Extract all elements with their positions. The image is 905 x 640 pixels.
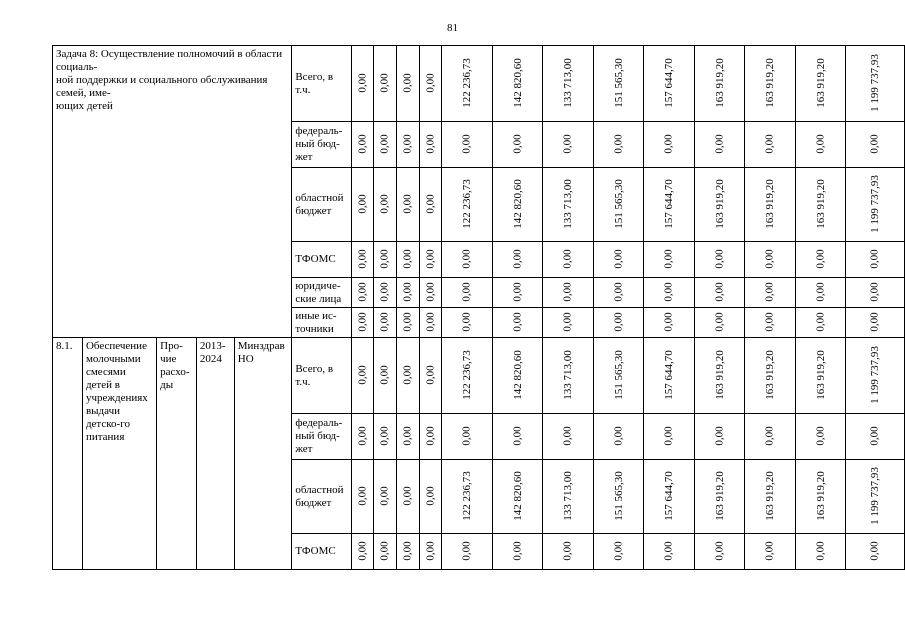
value-cell [442,168,493,242]
value-cell [351,308,374,338]
value-cell [694,122,745,168]
value-cell [396,338,419,414]
value-cell [644,168,695,242]
value-cell [492,414,543,460]
page-number: 81 [447,22,458,34]
value-cell [543,414,594,460]
value-text: 0,00 [662,282,675,302]
value-cell [543,460,594,534]
value-text: 122 236,73 [460,58,473,108]
value-text: 163 919,20 [713,471,726,521]
value-text: 0,00 [869,134,882,154]
value-cell [396,414,419,460]
value-cell [419,278,442,308]
value-cell [492,308,543,338]
value-cell [374,534,397,570]
value-text: 0,00 [356,365,369,385]
value-cell [543,122,594,168]
value-cell [593,122,644,168]
value-text: 142 820,60 [511,179,524,229]
value-cell [694,308,745,338]
value-text: 157 644,70 [662,350,675,400]
value-cell [795,534,846,570]
value-cell [644,242,695,278]
value-text: 0,00 [713,282,726,302]
value-text: 0,00 [424,194,437,214]
value-text: 0,00 [763,134,776,154]
value-text: 133 713,00 [561,471,574,521]
value-text: 0,00 [763,282,776,302]
value-cell [694,242,745,278]
value-cell [593,414,644,460]
value-text: 142 820,60 [511,471,524,521]
value-cell [795,414,846,460]
value-cell [492,534,543,570]
value-cell [745,534,796,570]
value-cell [442,242,493,278]
value-cell [694,534,745,570]
value-cell [694,338,745,414]
item-number: 8.1. [53,338,83,570]
funding-source: юридиче-ские лица [292,278,351,308]
value-text: 0,00 [662,134,675,154]
value-cell [351,46,374,122]
value-text: 1 199 737,93 [869,467,882,525]
value-cell [846,122,905,168]
value-text: 163 919,20 [763,179,776,229]
value-text: 0,00 [379,134,392,154]
value-cell [492,122,543,168]
value-cell [396,46,419,122]
item81-section [53,338,905,570]
value-text: 0,00 [424,486,437,506]
funding-source: федераль-ный бюд-жет [292,414,351,460]
value-text: 0,00 [460,134,473,154]
value-text: 0,00 [511,426,524,446]
value-cell [442,308,493,338]
value-text: 0,00 [612,312,625,332]
funding-table [52,45,905,570]
value-cell [419,414,442,460]
value-text: 151 565,30 [612,58,625,108]
item-name: Обеспечение молочными смесями детей в учреждениях выдачи детско-го питания [82,338,156,570]
value-cell [374,278,397,308]
value-text: 0,00 [356,312,369,332]
value-text: 163 919,20 [713,179,726,229]
value-text: 0,00 [401,365,414,385]
value-cell [374,242,397,278]
value-text: 0,00 [379,426,392,446]
value-text: 133 713,00 [561,350,574,400]
value-cell [644,278,695,308]
value-cell [419,534,442,570]
value-text: 0,00 [763,426,776,446]
value-text: 0,00 [424,541,437,561]
value-cell [593,534,644,570]
value-text: 0,00 [460,282,473,302]
value-cell [419,308,442,338]
funding-source: Всего, в т.ч. [292,338,351,414]
value-cell [396,122,419,168]
value-cell [846,338,905,414]
period: 2013-2024 [196,338,234,570]
value-text: 0,00 [379,249,392,269]
value-cell [492,278,543,308]
value-text: 0,00 [561,249,574,269]
value-text: 0,00 [424,134,437,154]
value-cell [644,308,695,338]
task8-section [53,46,905,338]
value-cell [351,122,374,168]
value-cell [795,308,846,338]
value-text: 163 919,20 [763,350,776,400]
value-cell [543,242,594,278]
value-text: 0,00 [814,426,827,446]
value-text: 0,00 [511,134,524,154]
value-cell [745,414,796,460]
value-text: 0,00 [401,486,414,506]
value-text: 0,00 [713,541,726,561]
value-text: 163 919,20 [814,471,827,521]
value-text: 0,00 [814,541,827,561]
value-text: 0,00 [713,426,726,446]
value-cell [419,46,442,122]
value-text: 0,00 [401,249,414,269]
value-text: 0,00 [460,541,473,561]
value-text: 163 919,20 [713,350,726,400]
value-text: 142 820,60 [511,58,524,108]
table-row [53,338,905,414]
value-text: 133 713,00 [561,58,574,108]
value-text: 0,00 [763,541,776,561]
value-text: 0,00 [561,426,574,446]
funding-source: областной бюджет [292,168,351,242]
value-cell [442,414,493,460]
value-cell [694,414,745,460]
value-text: 122 236,73 [460,471,473,521]
value-text: 0,00 [424,365,437,385]
value-text: 163 919,20 [713,58,726,108]
value-text: 0,00 [424,249,437,269]
value-text: 0,00 [424,282,437,302]
value-cell [846,308,905,338]
value-cell [644,534,695,570]
value-text: 0,00 [662,312,675,332]
value-text: 0,00 [401,73,414,93]
value-text: 163 919,20 [763,471,776,521]
value-cell [492,46,543,122]
value-cell [419,242,442,278]
value-cell [795,122,846,168]
value-text: 0,00 [401,282,414,302]
value-text: 0,00 [460,426,473,446]
value-cell [351,534,374,570]
value-text: 0,00 [356,486,369,506]
value-cell [593,460,644,534]
value-text: 0,00 [561,134,574,154]
value-text: 0,00 [401,426,414,446]
value-text: 0,00 [612,426,625,446]
value-cell [396,308,419,338]
value-cell [419,122,442,168]
funding-source: Всего, в т.ч. [292,46,351,122]
value-cell [846,46,905,122]
table-row [53,46,905,122]
value-cell [396,460,419,534]
value-text: 0,00 [401,194,414,214]
value-text: 151 565,30 [612,179,625,229]
value-text: 0,00 [814,312,827,332]
value-cell [644,122,695,168]
value-cell [374,122,397,168]
value-cell [846,168,905,242]
value-cell [694,278,745,308]
value-text: 0,00 [561,312,574,332]
value-cell [351,278,374,308]
value-text: 0,00 [561,541,574,561]
value-cell [846,460,905,534]
value-cell [543,46,594,122]
value-text: 1 199 737,93 [869,346,882,404]
value-text: 0,00 [814,282,827,302]
value-text: 0,00 [379,486,392,506]
value-text: 157 644,70 [662,58,675,108]
value-text: 0,00 [424,73,437,93]
value-cell [419,460,442,534]
value-cell [644,46,695,122]
value-cell [374,460,397,534]
value-cell [374,46,397,122]
value-text: 0,00 [356,426,369,446]
funding-source: ТФОМС [292,242,351,278]
value-text: 0,00 [713,134,726,154]
value-cell [351,460,374,534]
value-text: 163 919,20 [763,58,776,108]
task-title: Задача 8: Осуществление полномочий в области социаль- ной поддержки и социального обслуживания семей, име- ющих детей [53,46,292,338]
value-text: 0,00 [511,312,524,332]
value-cell [543,534,594,570]
value-text: 0,00 [814,134,827,154]
value-cell [351,168,374,242]
value-cell [442,46,493,122]
expense-type: Про-чие расхо-ды [157,338,197,570]
value-cell [694,46,745,122]
value-cell [419,338,442,414]
value-text: 0,00 [763,249,776,269]
value-cell [745,338,796,414]
value-cell [644,338,695,414]
value-cell [396,168,419,242]
value-text: 0,00 [424,426,437,446]
value-text: 0,00 [814,249,827,269]
value-text: 0,00 [356,134,369,154]
value-cell [795,460,846,534]
value-text: 0,00 [356,194,369,214]
value-cell [593,46,644,122]
value-text: 1 199 737,93 [869,175,882,233]
value-cell [694,168,745,242]
value-text: 0,00 [424,312,437,332]
funding-source: федераль-ный бюд-жет [292,122,351,168]
value-cell [593,278,644,308]
value-text: 0,00 [401,134,414,154]
value-cell [374,168,397,242]
value-cell [846,242,905,278]
value-cell [593,308,644,338]
value-cell [745,308,796,338]
value-text: 0,00 [869,249,882,269]
value-cell [846,278,905,308]
value-text: 142 820,60 [511,350,524,400]
value-text: 157 644,70 [662,179,675,229]
value-text: 0,00 [662,541,675,561]
value-text: 163 919,20 [814,350,827,400]
value-cell [745,242,796,278]
value-text: 0,00 [379,365,392,385]
value-text: 0,00 [511,541,524,561]
value-text: 0,00 [356,282,369,302]
value-cell [492,460,543,534]
value-text: 0,00 [356,249,369,269]
value-text: 0,00 [869,312,882,332]
value-cell [795,46,846,122]
value-cell [442,338,493,414]
value-text: 0,00 [869,426,882,446]
value-cell [374,338,397,414]
value-cell [745,168,796,242]
value-cell [593,168,644,242]
value-cell [745,278,796,308]
value-cell [795,338,846,414]
value-text: 0,00 [713,312,726,332]
value-cell [694,460,745,534]
funding-source: иные ис-точники [292,308,351,338]
value-text: 0,00 [401,312,414,332]
value-text: 0,00 [662,249,675,269]
value-cell [644,460,695,534]
value-text: 0,00 [561,282,574,302]
value-text: 163 919,20 [814,179,827,229]
value-cell [419,168,442,242]
value-cell [351,414,374,460]
value-cell [396,534,419,570]
value-text: 122 236,73 [460,350,473,400]
value-cell [644,414,695,460]
value-cell [442,534,493,570]
value-cell [351,242,374,278]
value-cell [745,122,796,168]
value-text: 0,00 [460,312,473,332]
value-cell [543,168,594,242]
value-cell [795,242,846,278]
value-text: 0,00 [662,426,675,446]
value-text: 0,00 [379,541,392,561]
value-text: 0,00 [356,541,369,561]
value-cell [593,242,644,278]
value-cell [396,278,419,308]
value-cell [374,308,397,338]
executor: Минздрав НО [234,338,292,570]
value-cell [846,414,905,460]
value-cell [795,278,846,308]
value-cell [492,338,543,414]
value-text: 0,00 [460,249,473,269]
value-cell [745,46,796,122]
value-cell [442,122,493,168]
value-text: 0,00 [869,282,882,302]
value-text: 0,00 [379,312,392,332]
value-cell [351,338,374,414]
value-text: 0,00 [379,282,392,302]
value-text: 0,00 [612,134,625,154]
value-cell [846,534,905,570]
value-text: 0,00 [763,312,776,332]
funding-source: ТФОМС [292,534,351,570]
value-text: 0,00 [612,249,625,269]
value-text: 0,00 [356,73,369,93]
value-text: 151 565,30 [612,471,625,521]
value-cell [543,278,594,308]
value-cell [492,168,543,242]
value-cell [374,414,397,460]
funding-source: областной бюджет [292,460,351,534]
value-text: 1 199 737,93 [869,54,882,112]
value-text: 0,00 [869,541,882,561]
value-cell [593,338,644,414]
value-text: 0,00 [713,249,726,269]
value-text: 0,00 [511,282,524,302]
value-cell [745,460,796,534]
value-cell [396,242,419,278]
value-text: 0,00 [379,194,392,214]
value-text: 157 644,70 [662,471,675,521]
value-text: 122 236,73 [460,179,473,229]
value-cell [492,242,543,278]
value-cell [442,278,493,308]
value-text: 0,00 [401,541,414,561]
value-text: 151 565,30 [612,350,625,400]
value-text: 133 713,00 [561,179,574,229]
value-text: 0,00 [612,541,625,561]
value-text: 163 919,20 [814,58,827,108]
value-text: 0,00 [612,282,625,302]
value-cell [442,460,493,534]
value-cell [543,308,594,338]
value-cell [795,168,846,242]
value-cell [543,338,594,414]
value-text: 0,00 [511,249,524,269]
value-text: 0,00 [379,73,392,93]
